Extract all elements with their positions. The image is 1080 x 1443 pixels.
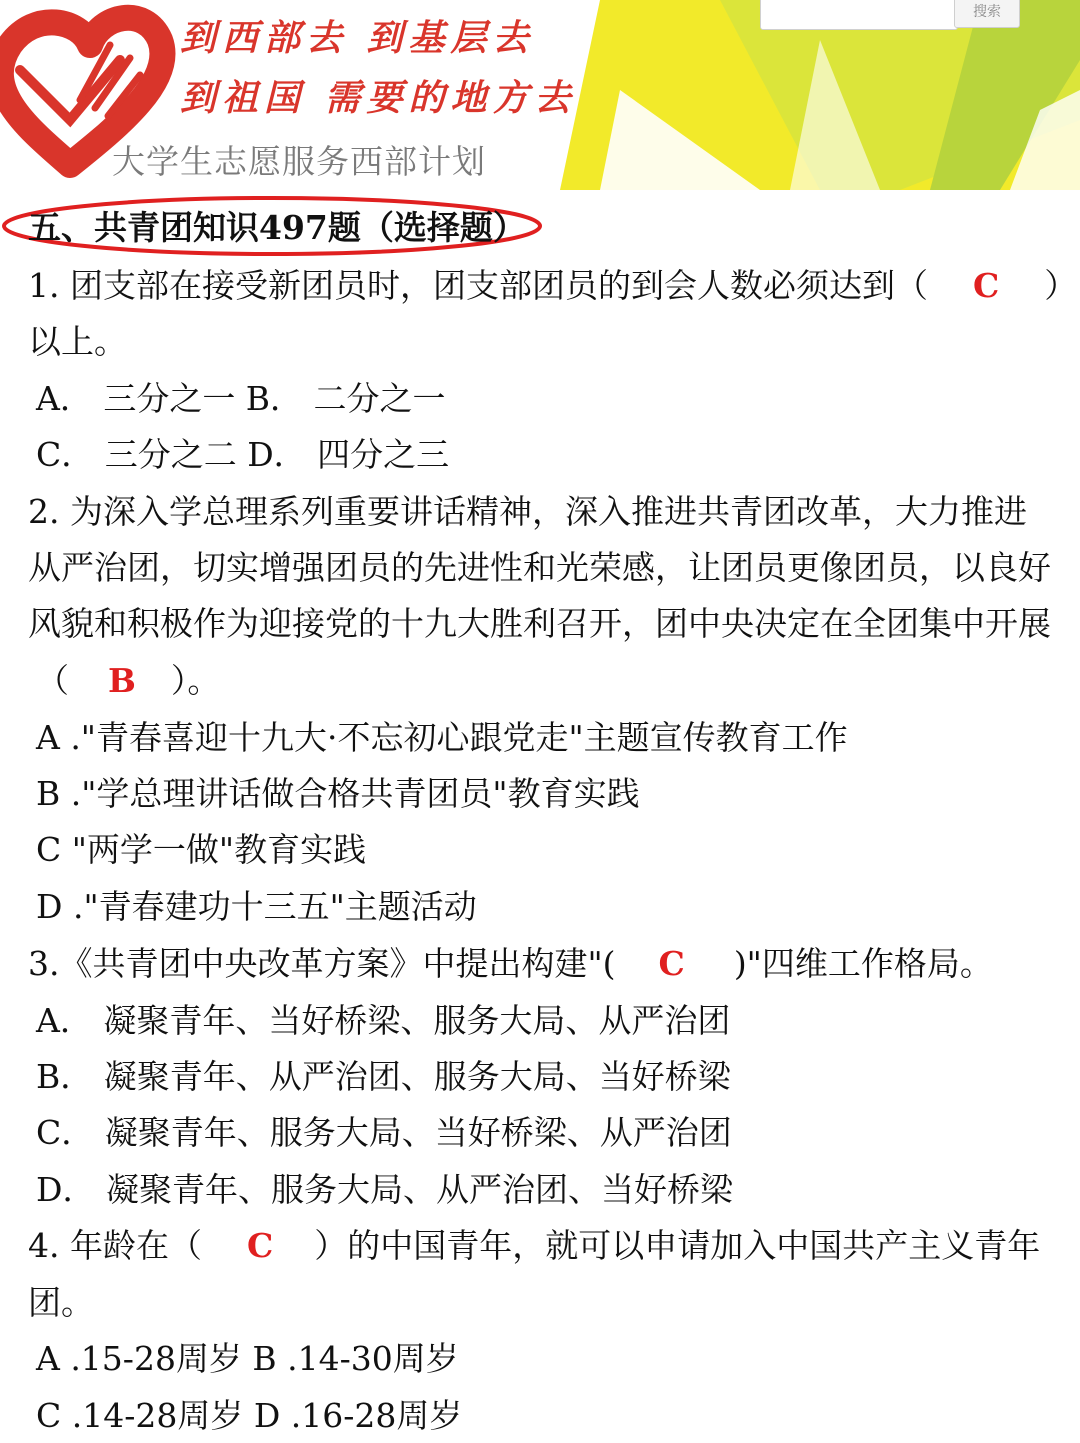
- stem-text: 4. 年龄在（: [28, 1226, 202, 1265]
- question-2-stem: 2. 为深入学总理系列重要讲话精神，深入推进共青团改革，大力推进: [28, 492, 1027, 531]
- question-4-stem-cont: 团。: [28, 1283, 94, 1322]
- section-title: 五、共青团知识497题（选择题）: [28, 208, 526, 247]
- question-4-option-row: C .14-28周岁 D .16-28周岁: [36, 1396, 463, 1435]
- answer-badge: C: [658, 944, 685, 983]
- question-2-option: B ."学总理讲话做合格共青团员"教育实践: [36, 774, 640, 813]
- question-3-option: A． 凝聚青年、当好桥梁、服务大局、从严治团: [36, 1001, 731, 1040]
- slogan-line-2: 到祖国 需要的地方去: [180, 77, 577, 119]
- stem-text: 3.《共青团中央改革方案》中提出构建"(: [28, 944, 616, 983]
- question-1-option-row: A． 三分之一 B． 二分之一: [36, 379, 446, 418]
- stem-text: 1. 团支部在接受新团员时，团支部团员的到会人数必须达到（: [28, 266, 928, 305]
- question-2-stem: 风貌和积极作为迎接党的十九大胜利召开，团中央决定在全团集中开展: [28, 604, 1051, 643]
- question-2-option: C "两学一做"教育实践: [36, 830, 367, 869]
- answer-badge: C: [972, 266, 1000, 305]
- question-1-stem: [28, 266, 1077, 306]
- question-3-option: C． 凝聚青年、服务大局、当好桥梁、从严治团: [36, 1113, 732, 1152]
- slogan-line-1: 到西部去 到基层去: [180, 17, 535, 59]
- answer-badge: B: [108, 661, 136, 700]
- stem-tail: ）。: [170, 661, 221, 700]
- question-2-option: A ."青春喜迎十九大·不忘初心跟党走"主题宣传教育工作: [36, 718, 848, 757]
- question-2-stem: 从严治团，切实增强团员的先进性和光荣感，让团员更像团员，以良好: [28, 548, 1051, 587]
- stem-text: （: [36, 661, 69, 700]
- question-3-stem: [28, 944, 993, 984]
- question-2-stem: [36, 661, 220, 701]
- stem-tail: ）的中国青年，就可以申请加入中国共产主义青年: [314, 1226, 1041, 1265]
- answer-badge: C: [246, 1226, 274, 1265]
- question-1-stem-cont: 以上。: [28, 322, 127, 361]
- question-1-option-row: C． 三分之二 D． 四分之三: [36, 435, 450, 474]
- question-2-option: D ."青春建功十三五"主题活动: [36, 887, 477, 926]
- stem-tail: ）: [1044, 266, 1078, 305]
- question-3-option: B． 凝聚青年、从严治团、服务大局、当好桥梁: [36, 1057, 731, 1096]
- question-3-option: D． 凝聚青年、服务大局、从严治团、当好桥梁: [36, 1170, 733, 1209]
- header-banner: [0, 0, 1080, 190]
- question-4-option-row: A .15-28周岁 B .14-30周岁: [36, 1339, 459, 1378]
- question-4-stem: [28, 1226, 1040, 1266]
- stem-tail: )"四维工作格局。: [733, 944, 993, 983]
- search-input[interactable]: [760, 0, 958, 30]
- program-name: 大学生志愿服务西部计划: [112, 142, 486, 181]
- search-button[interactable]: 搜索: [954, 0, 1020, 28]
